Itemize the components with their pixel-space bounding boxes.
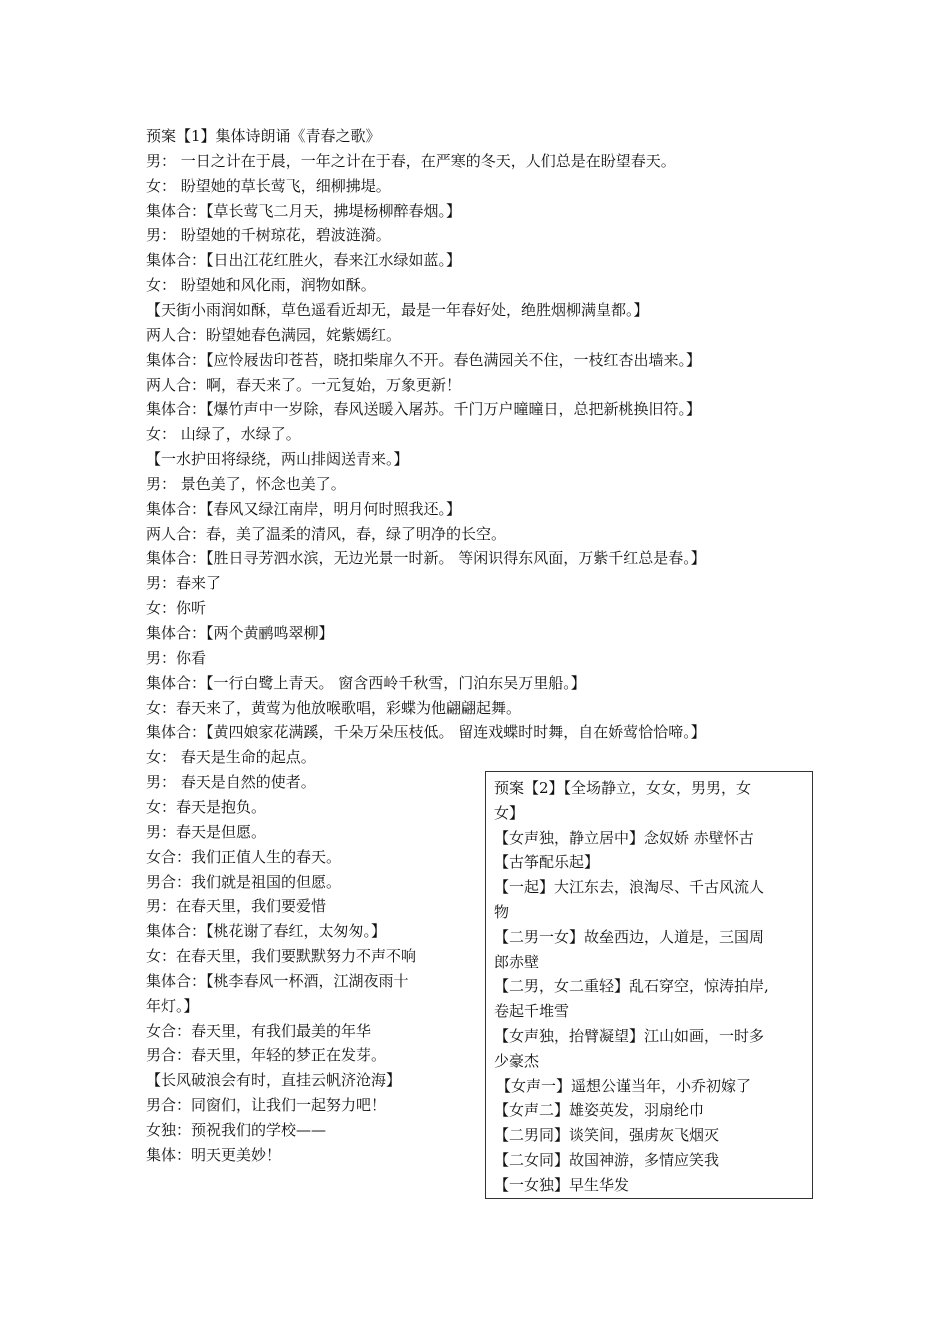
script-line: 物 [494,903,510,921]
poem-line: 女合：我们正值人生的春天。 [146,847,342,866]
poem-line: 女：你听 [146,599,207,618]
poem-line: 男合：我们就是祖国的但愿。 [146,872,342,891]
poem-line: 男：你看 [146,648,207,667]
poem-line: 男：春天是但愿。 [146,822,267,841]
poem-line: 集体合：【两个黄鹂鸣翠柳】 [146,624,334,642]
poem-line: 男：在春天里，我们要爱惜 [146,897,327,916]
poem-line: 女：在春天里，我们要默默努力不声不响 [146,947,417,966]
plan-2-title: 预案【2】【全场静立，女女，男男，女 [494,779,752,797]
script-line: 【一女独】早生华发 [494,1175,630,1194]
poem-line: 集体合：【草长莺飞二月天，拂堤杨柳醉春烟。】 [146,201,462,220]
poem-line: 集体合：【桃李春风一杯酒，江湖夜雨十 [146,971,409,990]
poem-line: 两人合：春，美了温柔的清风，春，绿了明净的长空。 [146,524,507,543]
poem-line: 集体：明天更美妙！ [146,1145,282,1164]
poem-line: 男： 春天是自然的使者。 [146,773,316,792]
script-line: 【女声一】遥想公谨当年，小乔初嫁了 [496,1076,752,1095]
script-line: 郎赤壁 [494,952,540,971]
poem-line: 女： 盼望她和风化雨，润物如酥。 [146,276,376,295]
poem-line: 集体合：【春风又绿江南岸，明月何时照我还。】 [146,499,462,518]
poem-line: 集体合：【爆竹声中一岁除，春风送暖入屠苏。千门万户曈曈日，总把新桃换旧符。】 [146,400,702,419]
poem-line: 女合：春天里，有我们最美的年华 [146,1021,372,1040]
poem-line: 【长风破浪会有时，直挂云帆济沧海】 [146,1071,402,1090]
poem-line: 【天街小雨润如酥，草色遥看近却无，最是一年春好处，绝胜烟柳满皇都。】 [146,300,649,319]
poem-line: 男： 景色美了，怀念也美了。 [146,474,346,493]
poem-line: 集体合：【黄四娘家花满蹊，千朵万朵压枝低。 留连戏蝶时时舞，自在娇莺恰恰啼。】 [146,723,706,742]
poem-line: 年灯。】 [146,996,199,1015]
script-line: 少豪杰 [494,1051,540,1070]
script-line: 女】 [494,803,525,822]
script-line: 【古筝配乐起】 [494,853,600,872]
poem-line: 男：春来了 [146,574,222,593]
poem-line: 女：春天来了，黄莺为他放喉歌唱，彩蝶为他翩翩起舞。 [146,698,522,717]
script-line: 【二女同】故国神游，多情应笑我 [494,1151,720,1169]
poem-line: 两人合：盼望她春色满园，姹紫嫣红。 [146,325,402,344]
poem-line: 集体合：【应怜屐齿印苍苔，晓扣柴扉久不开。春色满园关不住，一枝红杏出墙来。】 [146,350,702,369]
script-line: 【二男一女】故垒西边，人道是，三国周 [494,927,765,946]
script-line: 【女声独，抬臂凝望】江山如画，一时多 [494,1027,765,1045]
poem-line: 男： 盼望她的千树琼花，碧波涟漪。 [146,226,391,245]
script-line: 卷起千堆雪 [494,1002,570,1021]
poem-line: 集体合：【日出江花红胜火，春来江水绿如蓝。】 [146,251,462,270]
poem-line: 女独：预祝我们的学校—— [146,1121,327,1139]
poem-line: 【一水护田将绿绕，两山排闼送青来。】 [146,450,409,469]
poem-line: 女： 盼望她的草长莺飞，细柳拂堤。 [146,176,391,195]
poem-line: 两人合：啊，春天来了。一元复始，万象更新！ [146,375,462,394]
poem-line: 女：春天是抱负。 [146,797,267,816]
poem-line: 集体合：【胜日寻芳泗水滨，无边光景一时新。 等闲识得东风面，万紫千红总是春。】 [146,549,706,568]
script-line: 【女声二】雄姿英发，羽扇纶巾 [494,1101,705,1120]
poem-line: 男合：同窗们，让我们一起努力吧！ [146,1096,387,1115]
poem-line: 集体合：【桃花谢了春红，太匆匆。】 [146,922,387,941]
poem-line: 女： 山绿了，水绿了。 [146,425,301,444]
poem-line: 集体合：【一行白鹭上青天。 窗含西岭千秋雪，门泊东吴万里船。】 [146,673,586,692]
plan-2-box [485,771,813,1199]
script-line: 【一起】大江东去，浪淘尽、千古风流人 [494,878,765,897]
script-line: 【女声独，静立居中】念奴娇 赤壁怀古 [494,828,754,847]
plan-1-title: 预案【1】集体诗朗诵《青春之歌》 [146,127,381,145]
script-line: 【二男同】谈笑间，强虏灰飞烟灭 [494,1126,720,1145]
poem-line: 女： 春天是生命的起点。 [146,748,316,767]
poem-line: 男： 一日之计在于晨，一年之计在于春，在严寒的冬天，人们总是在盼望春天。 [146,151,676,170]
script-line: 【二男，女二重轻】乱石穿空，惊涛拍岸, [494,977,769,996]
poem-line: 男合：春天里，年轻的梦正在发芽。 [146,1046,387,1065]
